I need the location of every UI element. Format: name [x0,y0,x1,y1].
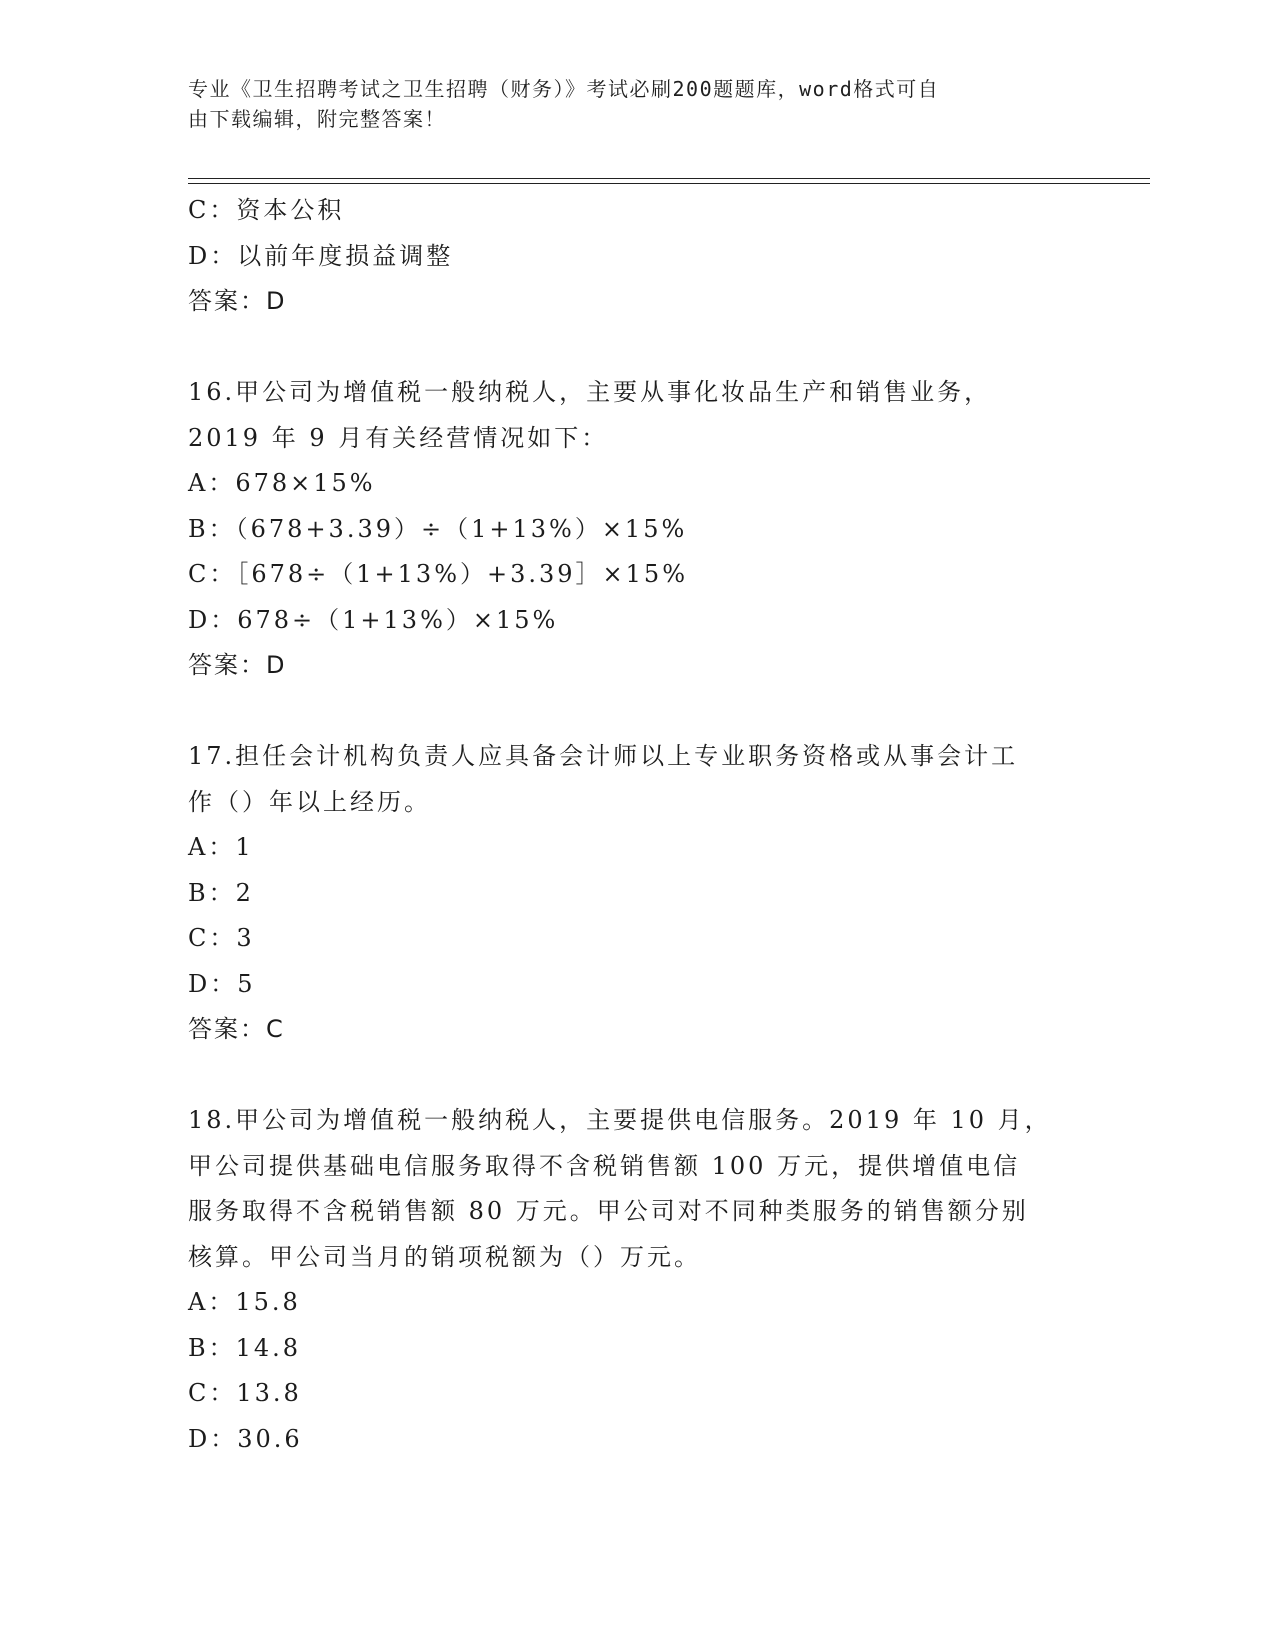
option-c: C：［678÷（1+13%）+3.39］×15% [188,560,689,588]
answer-line: 答案：D [188,651,287,679]
spacer [188,689,1088,735]
question-stem-line: 甲公司提供基础电信服务取得不含税销售额 100 万元，提供增值电信 [188,1151,1021,1180]
header-divider-bottom [188,183,1150,184]
question-stem-line: 17.担任会计机构负责人应具备会计师以上专业职务资格或从事会计工 [188,742,1019,770]
option-b: B：2 [188,878,254,907]
question-stem-line: 作（）年以上经历。 [188,787,431,816]
spacer [188,325,1088,371]
question-stem-line: 核算。甲公司当月的销项税额为（）万元。 [188,1242,701,1271]
question-stem-line: 16.甲公司为增值税一般纳税人，主要从事化妆品生产和销售业务， [188,378,992,406]
option-d: D：以前年度损益调整 [188,241,454,270]
option-a: A：15.8 [188,1288,301,1316]
question-stem-line: 18.甲公司为增值税一般纳税人，主要提供电信服务。2019 年 10 月， [188,1106,1052,1134]
header-divider-top [188,178,1150,179]
question-list [188,188,1088,1462]
question-17 [188,734,1088,1053]
spacer [188,1053,1088,1099]
header-line-2: 由下载编辑，附完整答案！ [188,107,446,131]
option-a: A：678×15% [188,469,376,497]
option-d: D：678÷（1+13%）×15% [188,605,559,634]
option-c: C：资本公积 [188,196,345,224]
question-18 [188,1098,1088,1462]
header-line-1: 专业《卫生招聘考试之卫生招聘（财务）》考试必刷200题题库，word格式可自 [188,77,940,101]
question-stem-line: 2019 年 9 月有关经营情况如下： [188,423,609,452]
answer-line: 答案：C [188,1015,285,1043]
document-header [188,74,1068,134]
option-b: B：（678+3.39）÷（1+13%）×15% [188,514,688,543]
question-stem-line: 服务取得不含税销售额 80 万元。甲公司对不同种类服务的销售额分别 [188,1197,1029,1225]
option-a: A：1 [188,833,254,861]
option-d: D：5 [188,969,256,998]
option-b: B：14.8 [188,1333,302,1362]
option-c: C：3 [188,924,255,952]
question-16 [188,370,1088,689]
option-d: D：30.6 [188,1424,303,1453]
previous-question-tail [188,188,1088,325]
answer-line: 答案：D [188,287,287,315]
option-c: C：13.8 [188,1379,302,1407]
